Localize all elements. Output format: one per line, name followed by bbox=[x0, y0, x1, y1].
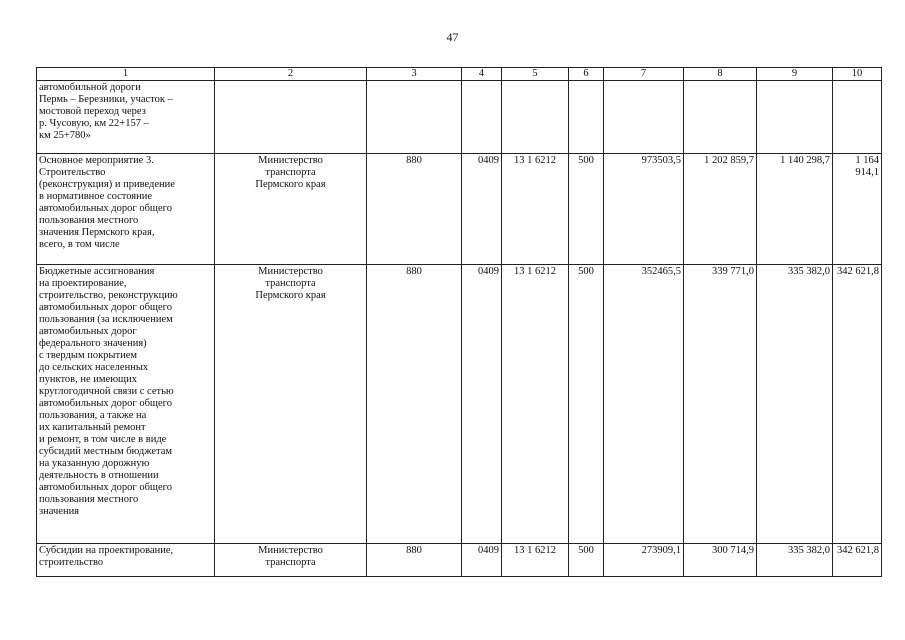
expense-type-cell: 500 bbox=[569, 265, 604, 544]
amount-cell: 335 382,0 bbox=[757, 544, 833, 577]
ministry-cell: Министерство транспорта Пермского края bbox=[215, 154, 367, 265]
ministry-cell: Министерство транспорта Пермского края bbox=[215, 265, 367, 544]
ministry-cell bbox=[215, 81, 367, 154]
row-name-cell: Основное мероприятие 3. Строительство (реконструкция) и приведение в нормативное состояние автомобильных дорог общего пользования местного значения Пермского края, всего, в том числе bbox=[37, 154, 215, 265]
row-name-cell: Бюджетные ассигнования на проектирование, строительство, реконструкцию автомобильных дорог общего пользования (за исключением автомобильных дорог федерального значения) с твердым покрытием до сельских населенных пунктов, не имеющих круглогодичной связи с сетью автомобильных дорог общего пользования, а также на их капитальный ремонт и ремонт, в том числе в виде субсидий местным бюджетам на указанную дорожную деятельность в отношении автомобильных дорог общего пользования местного значения bbox=[37, 265, 215, 544]
col-header-9: 9 bbox=[757, 68, 833, 81]
expense-type-cell: 500 bbox=[569, 544, 604, 577]
col-header-3: 3 bbox=[367, 68, 462, 81]
row-name-cell: Субсидии на проектирование, строительство bbox=[37, 544, 215, 577]
expense-type-cell bbox=[569, 81, 604, 154]
amount-cell: 1 202 859,7 bbox=[684, 154, 757, 265]
amount-cell: 342 621,8 bbox=[833, 544, 882, 577]
col-header-8: 8 bbox=[684, 68, 757, 81]
amount-cell bbox=[604, 81, 684, 154]
table-row bbox=[37, 154, 882, 265]
target-code-cell bbox=[502, 81, 569, 154]
amount-cell: 339 771,0 bbox=[684, 265, 757, 544]
amount-cell: 300 714,9 bbox=[684, 544, 757, 577]
code-cell: 880 bbox=[367, 544, 462, 577]
amount-cell: 273909,1 bbox=[604, 544, 684, 577]
col-header-10: 10 bbox=[833, 68, 882, 81]
col-header-7: 7 bbox=[604, 68, 684, 81]
col-header-1: 1 bbox=[37, 68, 215, 81]
target-code-cell: 13 1 6212 bbox=[502, 544, 569, 577]
amount-cell bbox=[684, 81, 757, 154]
code-cell: 880 bbox=[367, 154, 462, 265]
col-header-2: 2 bbox=[215, 68, 367, 81]
section-code-cell: 0409 bbox=[462, 544, 502, 577]
amount-cell bbox=[757, 81, 833, 154]
table-row bbox=[37, 81, 882, 154]
table-row bbox=[37, 265, 882, 544]
col-header-6: 6 bbox=[569, 68, 604, 81]
amount-cell: 352465,5 bbox=[604, 265, 684, 544]
section-code-cell: 0409 bbox=[462, 265, 502, 544]
amount-cell: 973503,5 bbox=[604, 154, 684, 265]
section-code-cell bbox=[462, 81, 502, 154]
header-row bbox=[37, 68, 882, 81]
expense-type-cell: 500 bbox=[569, 154, 604, 265]
target-code-cell: 13 1 6212 bbox=[502, 154, 569, 265]
table-row bbox=[37, 544, 882, 577]
section-code-cell: 0409 bbox=[462, 154, 502, 265]
amount-cell: 342 621,8 bbox=[833, 265, 882, 544]
col-header-4: 4 bbox=[462, 68, 502, 81]
code-cell bbox=[367, 81, 462, 154]
code-cell: 880 bbox=[367, 265, 462, 544]
target-code-cell: 13 1 6212 bbox=[502, 265, 569, 544]
amount-cell: 1 164 914,1 bbox=[833, 154, 882, 265]
amount-cell bbox=[833, 81, 882, 154]
row-name-cell: автомобильной дороги Пермь – Березники, участок – мостовой переход через р. Чусовую, км 22+157 – км 25+780» bbox=[37, 81, 215, 154]
amount-cell: 335 382,0 bbox=[757, 265, 833, 544]
budget-table bbox=[36, 67, 882, 577]
page-number: 47 bbox=[446, 30, 459, 44]
amount-cell: 1 140 298,7 bbox=[757, 154, 833, 265]
ministry-cell: Министерство транспорта bbox=[215, 544, 367, 577]
col-header-5: 5 bbox=[502, 68, 569, 81]
